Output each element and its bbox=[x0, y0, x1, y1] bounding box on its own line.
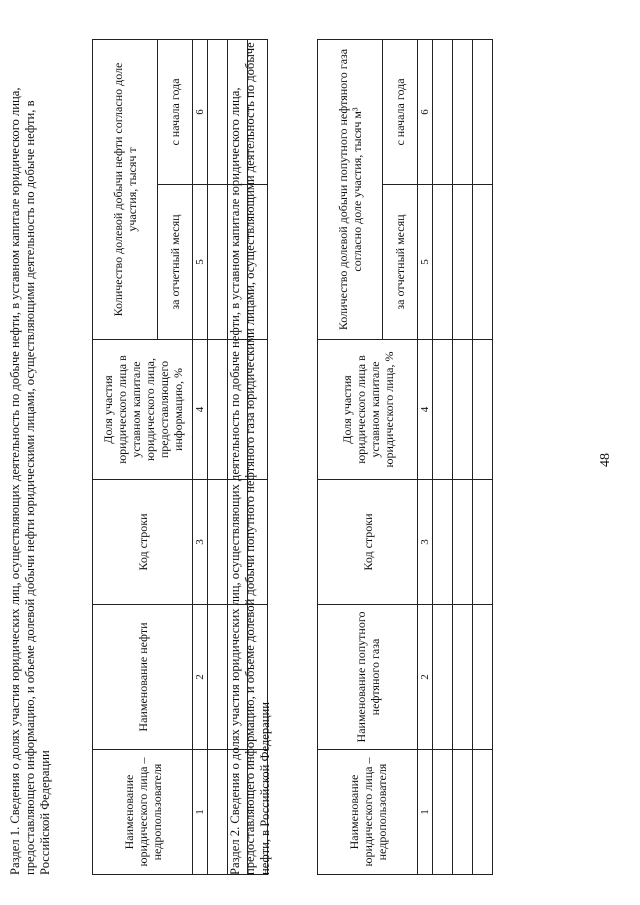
table-cell[interactable] bbox=[208, 39, 228, 184]
section1-heading: Раздел 1. Сведения о долях участия юридических лиц, осуществляющих деятельность по добыче нефти, в уставном капитале юридического лица, предоставляющего информацию, и объеме долевой добычи нефти юридическими лицами, осуществляющими деятельность по добыче нефти, в Российской Федерации bbox=[8, 87, 52, 875]
page-number: 48 bbox=[598, 453, 613, 467]
s2-col4-header: Доля участия юридического лица в уставном капитале юридического лица, % bbox=[318, 340, 418, 480]
s2-col6-header: с начала года bbox=[383, 39, 418, 184]
s1-col2-header: Наименование нефти bbox=[93, 605, 193, 750]
s2-num-2: 2 bbox=[418, 605, 433, 750]
table-cell[interactable] bbox=[473, 750, 493, 875]
table-row bbox=[453, 39, 473, 874]
table-cell[interactable] bbox=[473, 340, 493, 480]
s1-num-5: 5 bbox=[193, 185, 208, 340]
s2-col56-header: Количество долевой добычи попутного нефтяного газа согласно доле участия, тысяч м³ bbox=[318, 39, 383, 339]
table-cell[interactable] bbox=[453, 39, 473, 184]
s1-num-6: 6 bbox=[193, 39, 208, 184]
table-row bbox=[208, 39, 228, 874]
table-cell[interactable] bbox=[208, 185, 228, 340]
table-cell[interactable] bbox=[433, 185, 453, 340]
s2-num-4: 4 bbox=[418, 340, 433, 480]
s1-col56-header: Количество долевой добычи нефти согласно доле участия, тысяч т bbox=[93, 39, 158, 339]
s2-col1-header: Наименование юридического лица – недропользователя bbox=[318, 750, 418, 875]
table-cell[interactable] bbox=[208, 480, 228, 605]
table-cell[interactable] bbox=[453, 185, 473, 340]
s1-col1-header: Наименование юридического лица – недропользователя bbox=[93, 750, 193, 875]
table-cell[interactable] bbox=[208, 750, 228, 875]
s2-num-1: 1 bbox=[418, 750, 433, 875]
table-cell[interactable] bbox=[453, 605, 473, 750]
section2-table bbox=[317, 39, 493, 875]
table-cell[interactable] bbox=[473, 605, 493, 750]
s1-col5-header: за отчетный месяц bbox=[158, 185, 193, 340]
s1-number-row bbox=[193, 39, 208, 874]
s2-col3-header: Код строки bbox=[318, 480, 418, 605]
table-cell[interactable] bbox=[453, 340, 473, 480]
s2-num-6: 6 bbox=[418, 39, 433, 184]
table-row bbox=[473, 39, 493, 874]
s1-num-4: 4 bbox=[193, 340, 208, 480]
s1-num-3: 3 bbox=[193, 480, 208, 605]
s2-num-5: 5 bbox=[418, 185, 433, 340]
table-cell[interactable] bbox=[453, 750, 473, 875]
table-cell[interactable] bbox=[433, 340, 453, 480]
s1-col3-header: Код строки bbox=[93, 480, 193, 605]
table-cell[interactable] bbox=[453, 480, 473, 605]
s1-col4-header: Доля участия юридического лица в уставном капитале юридического лица, предоставляющего информацию, % bbox=[93, 340, 193, 480]
s2-number-row bbox=[418, 39, 433, 874]
table-row bbox=[433, 39, 453, 874]
table-cell[interactable] bbox=[473, 480, 493, 605]
table-cell[interactable] bbox=[473, 185, 493, 340]
table-cell[interactable] bbox=[433, 39, 453, 184]
s2-col2-header: Наименование попутного нефтяного газа bbox=[318, 605, 418, 750]
table-cell[interactable] bbox=[208, 340, 228, 480]
table-cell[interactable] bbox=[473, 39, 493, 184]
s1-num-1: 1 bbox=[193, 750, 208, 875]
s1-col6-header: с начала года bbox=[158, 39, 193, 184]
s2-col5-header: за отчетный месяц bbox=[383, 185, 418, 340]
s2-num-3: 3 bbox=[418, 480, 433, 605]
s1-num-2: 2 bbox=[193, 605, 208, 750]
table-cell[interactable] bbox=[433, 605, 453, 750]
table-cell[interactable] bbox=[208, 605, 228, 750]
section2-heading: Раздел 2. Сведения о долях участия юридических лиц, осуществляющих деятельность по добыче нефти, в уставном капитале юридического лица, предоставляющего информацию, и объеме долевой добычи попутного нефтяного газа юридическими лицами, осуществляющими деятельность по добыче нефти, в Российской Федерации bbox=[228, 42, 272, 875]
table-cell[interactable] bbox=[433, 480, 453, 605]
table-cell[interactable] bbox=[433, 750, 453, 875]
